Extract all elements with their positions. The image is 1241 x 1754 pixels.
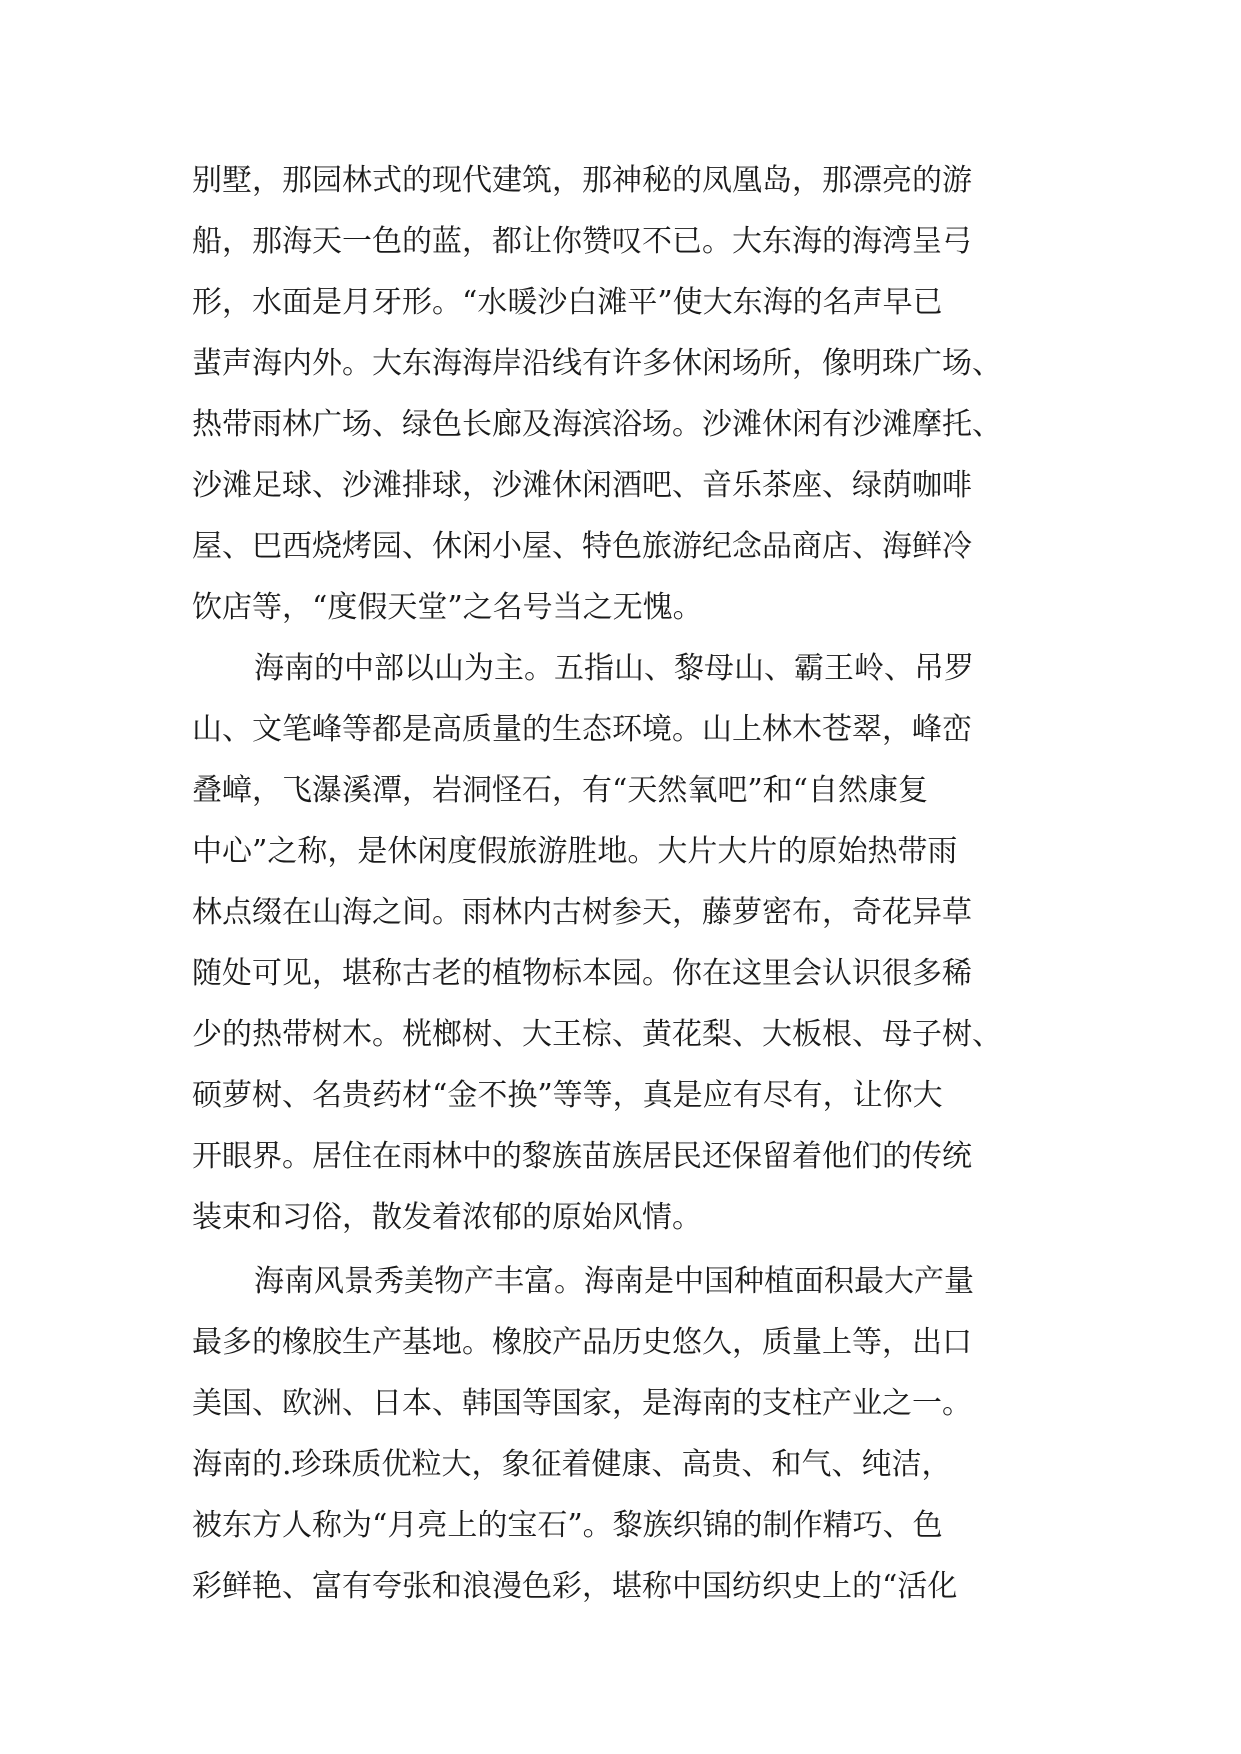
text-line: 装束和习俗，散发着浓郁的原始风情。 [192, 1200, 702, 1235]
text-line: 随处可见，堪称古老的植物标本园。你在这里会认识很多稀 [192, 956, 972, 991]
text-line: 美国、欧洲、日本、韩国等国家，是海南的支柱产业之一。 [192, 1386, 972, 1421]
text-line: 饮店等，“度假天堂”之名号当之无愧。 [192, 590, 703, 625]
text-line: 林点缀在山海之间。雨林内古树参天，藤萝密布，奇花异草 [192, 895, 972, 930]
text-line: 海南的中部以山为主。五指山、黎母山、霸王岭、吊罗 [254, 651, 974, 686]
text-line: 蜚声海内外。大东海海岸沿线有许多休闲场所，像明珠广场、 [192, 346, 1002, 381]
paragraph-3 [192, 1251, 1060, 1617]
text-line: 山、文笔峰等都是高质量的生态环境。山上林木苍翠，峰峦 [192, 712, 972, 747]
text-line: 别墅，那园林式的现代建筑，那神秘的凤凰岛，那漂亮的游 [192, 163, 972, 198]
text-line: 屋、巴西烧烤园、休闲小屋、特色旅游纪念品商店、海鲜冷 [192, 529, 972, 564]
text-line: 海南风景秀美物产丰富。海南是中国种植面积最大产量 [254, 1264, 974, 1299]
text-line: 热带雨林广场、绿色长廊及海滨浴场。沙滩休闲有沙滩摩托、 [192, 407, 1002, 442]
body-text [192, 150, 1060, 1617]
text-line: 硕萝树、名贵药材“金不换”等等，真是应有尽有，让你大 [192, 1078, 943, 1113]
text-line: 开眼界。居住在雨林中的黎族苗族居民还保留着他们的传统 [192, 1139, 972, 1174]
text-line: 叠嶂，飞瀑溪潭，岩洞怪石，有“天然氧吧”和“自然康复 [192, 773, 929, 808]
text-line: 被东方人称为“月亮上的宝石”。黎族织锦的制作精巧、色 [192, 1508, 943, 1543]
text-line: 最多的橡胶生产基地。橡胶产品历史悠久，质量上等，出口 [192, 1325, 972, 1360]
paragraph-2 [192, 638, 1060, 1248]
paragraph-1 [192, 150, 1060, 638]
text-line: 少的热带树木。桄榔树、大王棕、黄花梨、大板根、母子树、 [192, 1017, 1002, 1052]
text-line: 海南的.珍珠质优粒大，象征着健康、高贵、和气、纯洁， [192, 1447, 952, 1482]
text-line: 彩鲜艳、富有夸张和浪漫色彩，堪称中国纺织史上的“活化 [192, 1569, 958, 1604]
text-line: 形，水面是月牙形。“水暖沙白滩平”使大东海的名声早已 [192, 285, 943, 320]
text-line: 沙滩足球、沙滩排球，沙滩休闲酒吧、音乐茶座、绿荫咖啡 [192, 468, 972, 503]
text-line: 船，那海天一色的蓝，都让你赞叹不已。大东海的海湾呈弓 [192, 224, 972, 259]
text-line: 中心”之称，是休闲度假旅游胜地。大片大片的原始热带雨 [192, 834, 958, 869]
